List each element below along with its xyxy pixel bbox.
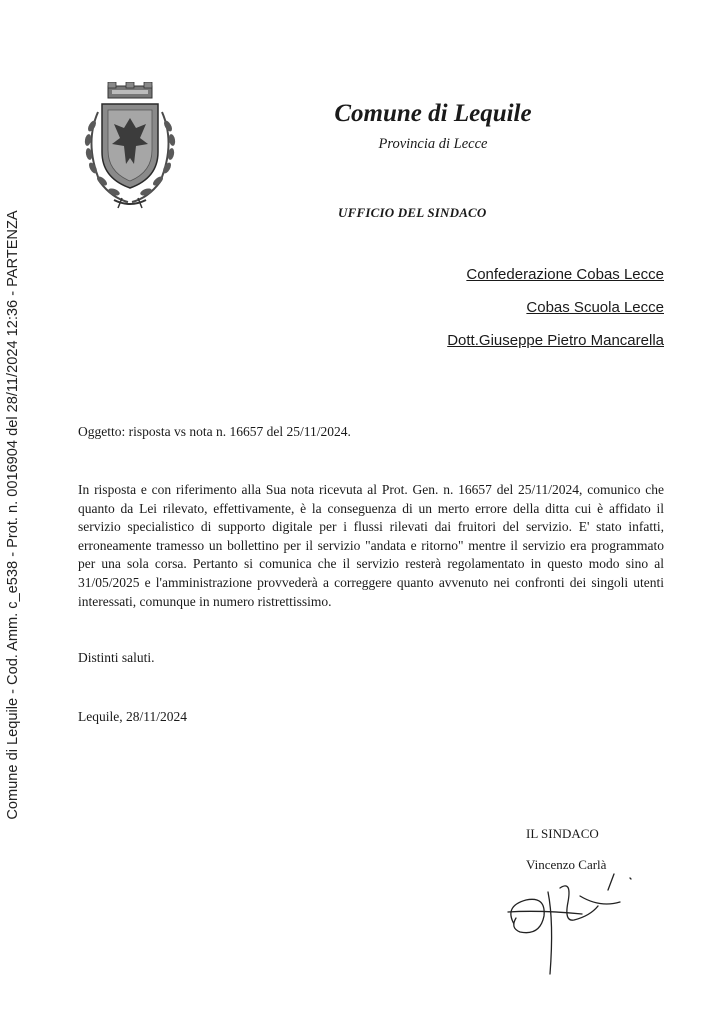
signatory-name: Vincenzo Carlà <box>526 857 607 872</box>
province-name: Provincia di Lecce <box>378 136 488 152</box>
recipient-line: Dott.Giuseppe Pietro Mancarella <box>447 332 664 349</box>
letter-body: In risposta e con riferimento alla Sua nota ricevuta al Prot. Gen. n. 16657 del 25/11/2024, comunico che quanto da Lei rilevato, effettivamente, è la conseguenza di un merto errore della ditta cui è affidato il servizio specialistico di supporto digitale per i flussi rilevati dai fruitori del servizio. E' stato infatti, erroneamente tramesso un bollettino per il servizio "andata e ritorno" mentre il servizio era programmato per una sola corsa. Pertanto si comunica che il servizio resterà regolamentato in questo modo sino al 31/05/2025 e l'amministrazione provvederà a correggere quanto avvenuto nei confronti dei singoli utenti interessati, comunque in numero ristrettissimo. <box>78 482 664 609</box>
coat-of-arms-icon <box>78 82 182 210</box>
office-name: UFFICIO DEL SINDACO <box>338 205 487 220</box>
place-date: Lequile, 28/11/2024 <box>78 709 187 724</box>
recipient-line: Confederazione Cobas Lecce <box>466 266 664 283</box>
signatory-title: IL SINDACO <box>526 826 599 841</box>
recipients-list <box>447 258 664 357</box>
municipality-name: Comune di Lequile <box>334 100 532 127</box>
closing-greeting: Distinti saluti. <box>78 650 155 665</box>
handwritten-signature <box>500 862 640 977</box>
recipient-line: Cobas Scuola Lecce <box>526 299 664 316</box>
protocol-stamp: Comune di Lequile - Cod. Amm. c_e538 - Prot. n. 0016904 del 28/11/2024 12:36 - PARTENZA <box>5 210 21 820</box>
subject-line: Oggetto: risposta vs nota n. 16657 del 25/11/2024. <box>78 424 351 439</box>
